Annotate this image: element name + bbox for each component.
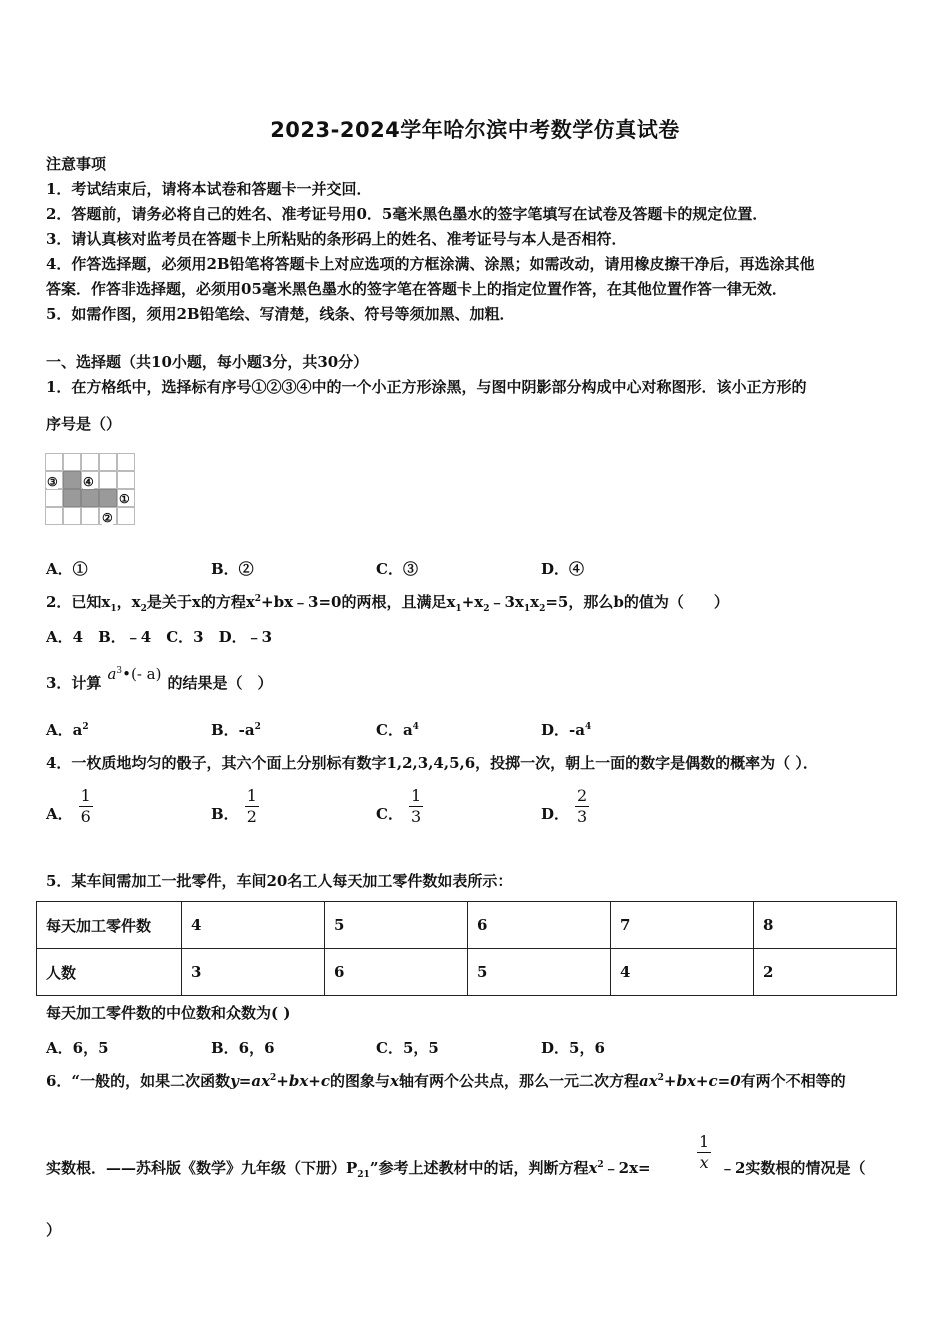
table-row [37,902,897,949]
question-5-table [36,901,897,996]
option-a: A． $\frac{1}{6}$ [46,786,91,826]
grid-mark-2: ② [102,511,113,525]
grid-mark-3: ③ [47,475,58,489]
option-d: D． $\frac{2}{3}$ [541,786,588,826]
option-b: B．6，6 [211,1039,275,1057]
table-cell: 3 [182,949,325,996]
question-6-text-cont: 实数根．——苏科版《数学》九年级（下册）$P_{21}$”参考上述教材中的话，判断方程$x^2﹣2x=$ [46,1159,651,1180]
option-d: D．④ [541,560,585,578]
option-a: A．$a^2$ [46,721,89,739]
question-2-options: A．4 B．﹣4 C．3 D．﹣3 [46,628,273,646]
question-6-text-tail: ﹣2实数根的情况是（ [720,1159,866,1177]
table-cell: 每天加工零件数 [37,902,182,949]
note-item: 5．如需作图，须用2B铅笔绘、写清楚，线条、符号等须加黑、加粗． [46,305,515,323]
table-cell: 7 [611,902,754,949]
page-title: 2023-2024学年哈尔滨中考数学仿真试卷 [270,118,680,142]
note-item: 答案．作答非选择题，必须用05毫米黑色墨水的签字笔在答题卡上的指定位置作答，在其他位置作答一律无效． [46,280,787,298]
question-6-text: 6．“一般的，如果二次函数$y=ax^2+bx+c$的图象与x轴有两个公共点，那么一元二次方程$ax^2+bx+c=0$有两个不相等的 [46,1072,846,1090]
option-b: B．② [211,560,254,578]
grid-mark-4: ④ [83,475,94,489]
option-c: C．③ [376,560,418,578]
option-b: B．$-a^2$ [211,721,261,739]
table-cell: 4 [611,949,754,996]
question-3-text: 3．计算 $a^3•(-$ a) 的结果是（ ） [46,665,273,692]
option-a: A．6，5 [46,1039,109,1057]
question-6-close: ） [46,1221,62,1239]
section-heading: 一、选择题（共10小题，每小题3分，共30分） [46,353,369,371]
option-a: A．① [46,560,88,578]
table-cell: 6 [325,949,468,996]
notes-heading: 注意事项 [46,155,107,173]
note-item: 2．答题前，请务必将自己的姓名、准考证号用0．5毫米黑色墨水的签字笔填写在试卷及答题卡的规定位置． [46,205,768,223]
table-cell: 人数 [37,949,182,996]
question-5-question: 每天加工零件数的中位数和众数为( ) [46,1004,291,1022]
option-c: C． $\frac{1}{3}$ [376,786,422,826]
question-2-text: 2．已知$x_1$，$x_2$是关于x的方程$x^2+bx﹣3=0$的两根，且满足$x_1+x_2﹣3x_1x_2=5$，那么b的值为（ ） [46,593,729,614]
grid-mark-1: ① [119,492,130,506]
note-item: 3．请认真核对监考员在答题卡上所粘贴的条形码上的姓名、准考证号与本人是否相符． [46,230,627,248]
option-d: D．$-a^4$ [541,721,592,739]
question-6-fraction: 1 x [699,1132,710,1172]
table-cell: 5 [468,949,611,996]
question-1-text-cont: 序号是（） [46,415,122,433]
option-b: B． $\frac{1}{2}$ [211,786,257,826]
table-cell: 8 [754,902,897,949]
option-c: C．5，5 [376,1039,439,1057]
table-cell: 6 [468,902,611,949]
option-c: C．$a^4$ [376,721,419,739]
table-cell: 2 [754,949,897,996]
question-4-text: 4．一枚质地均匀的骰子，其六个面上分别标有数字1,2,3,4,5,6，投掷一次，朝上一面的数字是偶数的概率为（ ）． [46,754,818,772]
table-cell: 4 [182,902,325,949]
note-item: 1．考试结束后，请将本试卷和答题卡一并交回． [46,180,372,198]
question-1-text: 1．在方格纸中，选择标有序号①②③④中的一个小正方形涂黑，与图中阴影部分构成中心对称图形．该小正方形的 [46,378,807,396]
question-5-text: 5．某车间需加工一批零件，车间20名工人每天加工零件数如表所示： [46,872,513,890]
table-row [37,949,897,996]
option-d: D．5，6 [541,1039,605,1057]
note-item: 4．作答选择题，必须用2B铅笔将答题卡上对应选项的方框涂满、涂黑；如需改动，请用橡皮擦干净后，再选涂其他 [46,255,815,273]
table-cell: 5 [325,902,468,949]
